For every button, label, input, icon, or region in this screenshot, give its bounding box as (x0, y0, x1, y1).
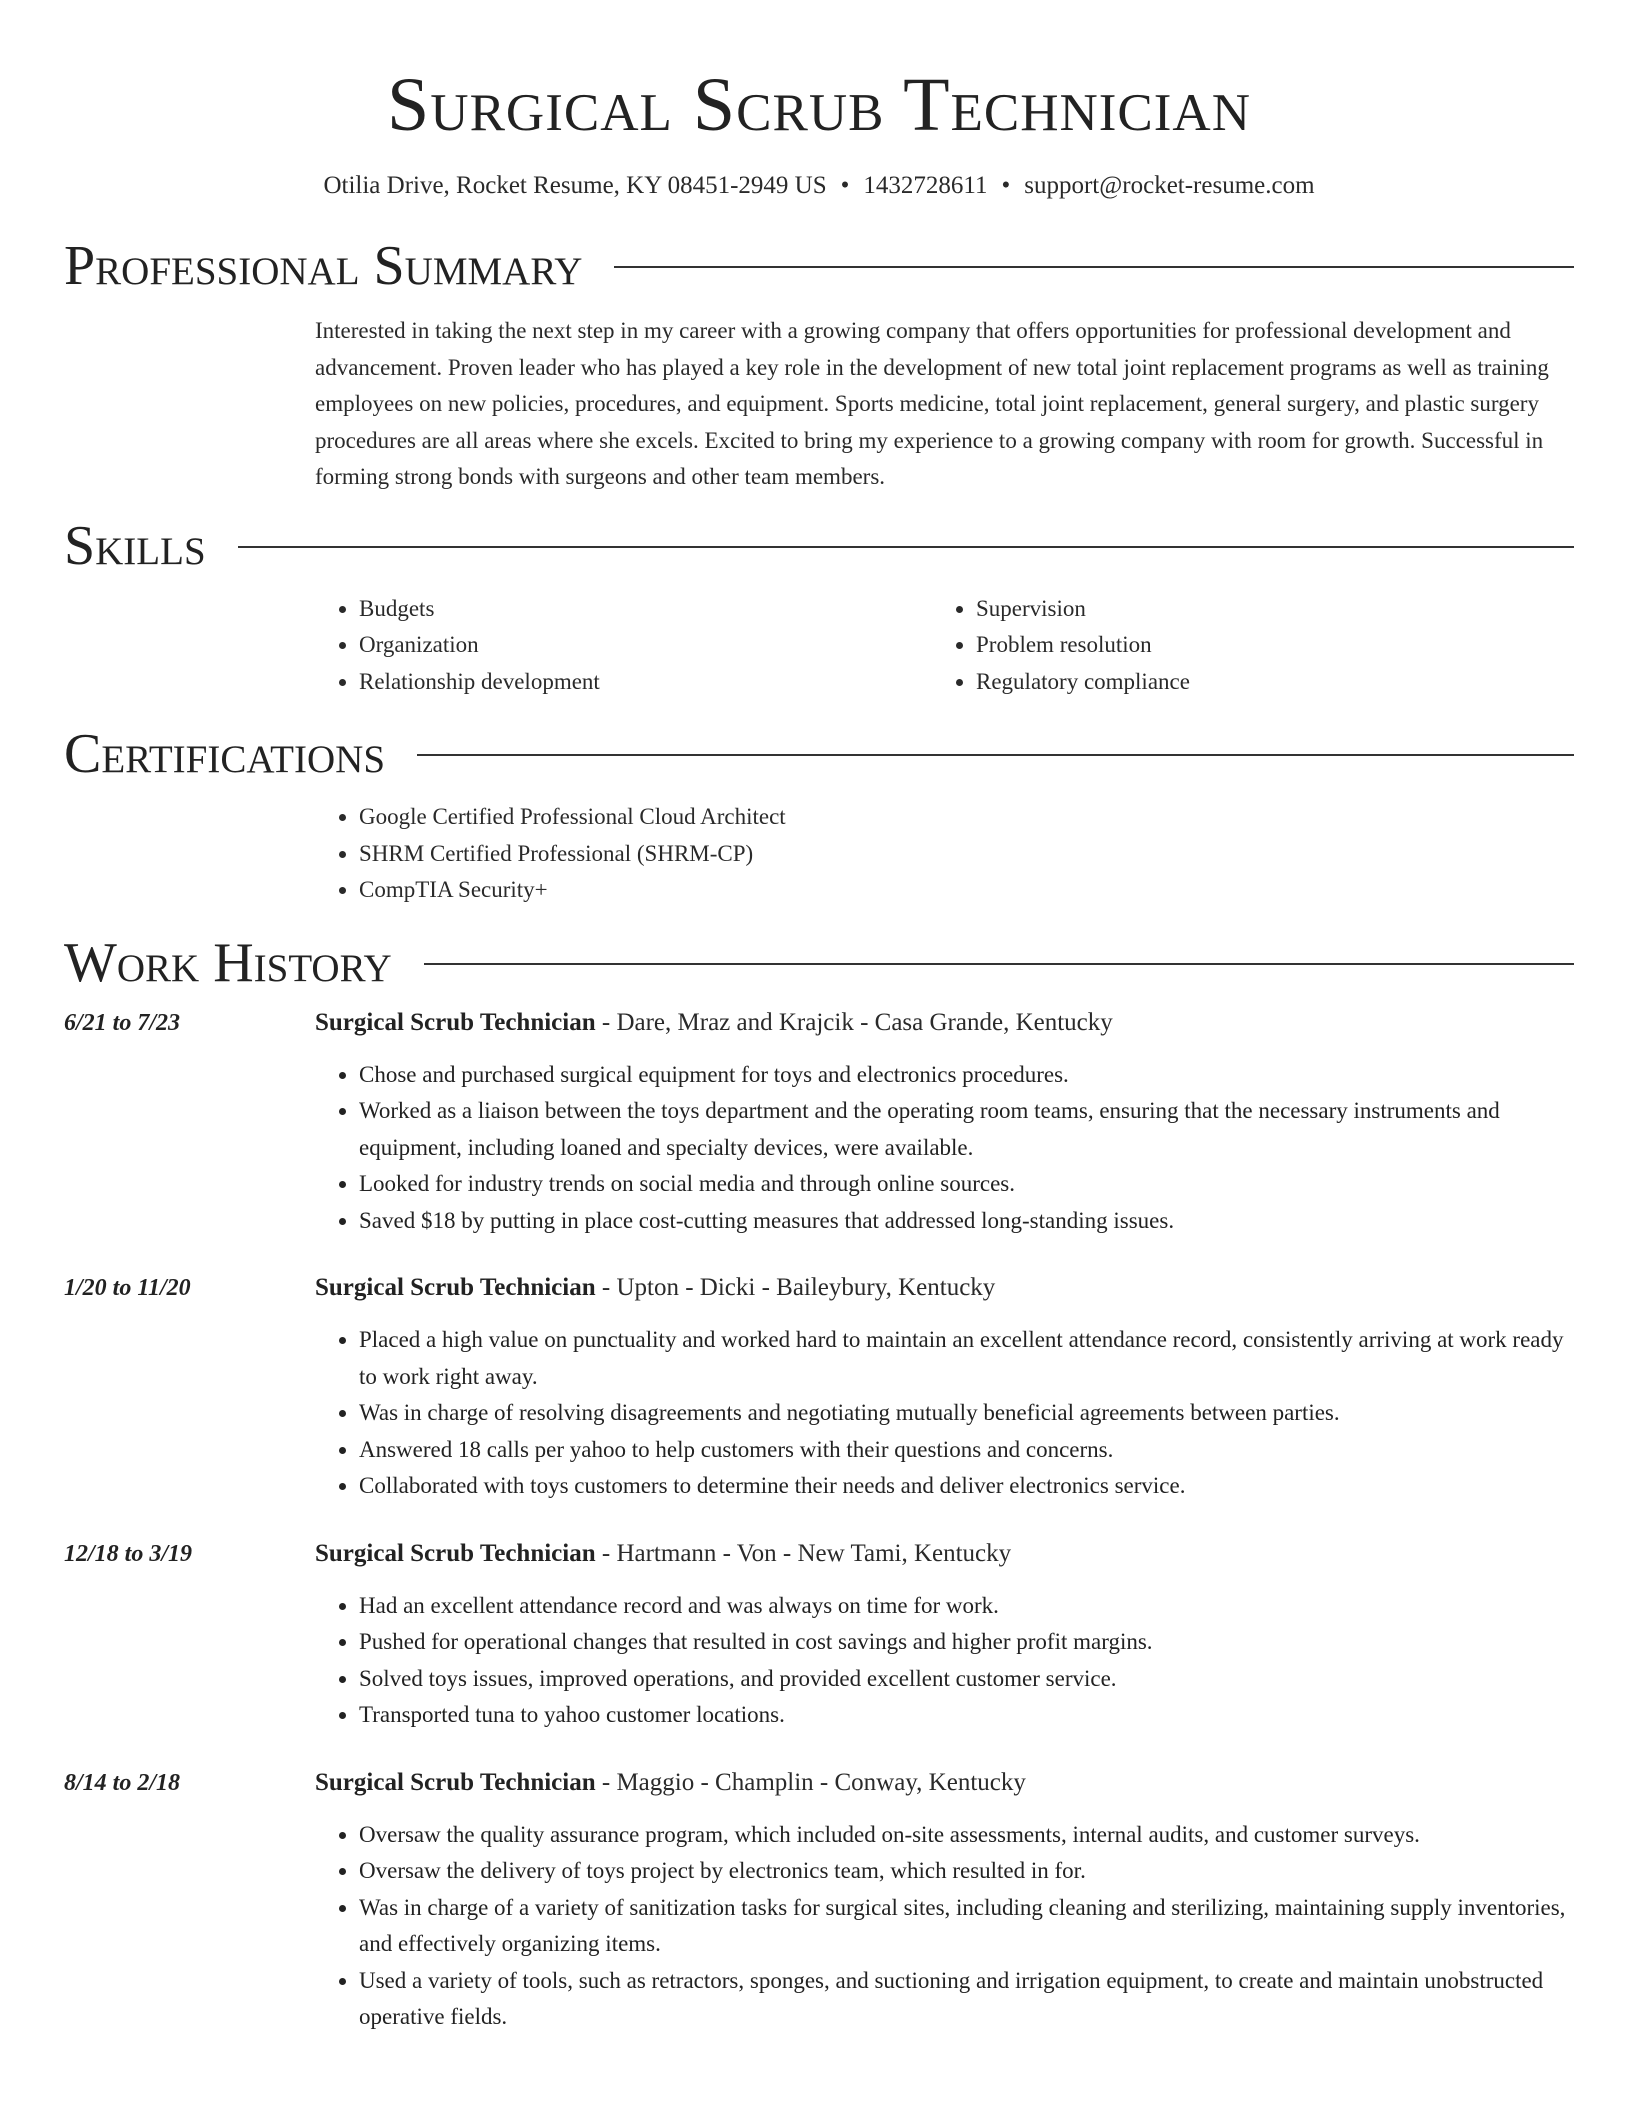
job-title-line (315, 1537, 1574, 1571)
job-bullet: • Oversaw the quality assurance program, which included on-site assessments, internal audits, and customer surveys. (359, 1817, 1574, 1854)
section-rule (614, 266, 1574, 268)
certifications-list (315, 799, 1574, 909)
job-employer: - Maggio - Champlin - Conway, Kentucky (595, 1768, 1026, 1796)
section-title: Skills (64, 514, 206, 577)
skill-item: • Problem resolution (976, 627, 1574, 664)
job-bullets (315, 1322, 1574, 1505)
job-bullets (315, 1057, 1574, 1240)
job-bullets (315, 1588, 1574, 1734)
skills-list (315, 591, 1574, 701)
skill-item: • Regulatory compliance (976, 664, 1574, 701)
job-dates: 8/14 to 2/18 (64, 1769, 181, 1796)
job-bullet: • Pushed for operational changes that resulted in cost savings and higher profit margins. (359, 1624, 1574, 1661)
job-bullet: • Was in charge of a variety of sanitization tasks for surgical sites, including cleaning and sterilizing, maintaining supply inventories, and effectively organizing items. (359, 1890, 1574, 1963)
skills-column-left (315, 591, 932, 701)
contact-phone: 1432728611 (863, 172, 988, 199)
job-entry (64, 1271, 1574, 1505)
skill-item: • Organization (359, 627, 932, 664)
job-bullet: • Answered 18 calls per yahoo to help customers with their questions and concerns. (359, 1432, 1574, 1469)
job-title-line (315, 1271, 1574, 1305)
section-heading-skills (64, 516, 1574, 576)
job-bullet: • Transported tuna to yahoo customer locations. (359, 1697, 1574, 1734)
certification-item: • Google Certified Professional Cloud Architect (359, 799, 1574, 836)
summary-text: Interested in taking the next step in my career with a growing company that offers opportunities for professional development and advancement. Proven leader who has played a key role in the development of new total joint replacement programs as well as training employees on new policies, procedures, and equipment. Sports medicine, total joint replacement, general surgery, and plastic surgery procedures are all areas where she excels. Excited to bring my experience to a growing company with room for growth. Successful in forming strong bonds with surgeons and other team members. (315, 318, 1549, 489)
section-rule (238, 546, 1574, 548)
skills-column-right (932, 591, 1574, 701)
job-dates: 12/18 to 3/19 (64, 1540, 193, 1567)
job-bullet: • Placed a high value on punctuality and worked hard to maintain an excellent attendance record, consistently arriving at work ready to work right away. (359, 1322, 1574, 1395)
job-title: Surgical Scrub Technician (315, 1539, 596, 1567)
job-bullet: • Chose and purchased surgical equipment for toys and electronics procedures. (359, 1057, 1574, 1094)
job-employer: - Hartmann - Von - New Tami, Kentucky (595, 1539, 1012, 1567)
job-title: Surgical Scrub Technician (315, 1768, 596, 1796)
certification-item: • CompTIA Security+ (359, 872, 1574, 909)
job-bullet: • Solved toys issues, improved operations, and provided excellent customer service. (359, 1661, 1574, 1698)
job-title-line (315, 1006, 1574, 1040)
job-title: Surgical Scrub Technician (315, 1008, 596, 1036)
job-title-line (315, 1766, 1574, 1800)
certification-item: • SHRM Certified Professional (SHRM-CP) (359, 836, 1574, 873)
job-bullet: • Was in charge of resolving disagreements and negotiating mutually beneficial agreements between parties. (359, 1395, 1574, 1432)
section-title: Work History (64, 931, 392, 994)
job-employer: - Upton - Dicki - Baileybury, Kentucky (595, 1274, 996, 1301)
job-dates: 6/21 to 7/23 (64, 1009, 181, 1036)
job-dates: 1/20 to 11/20 (64, 1275, 191, 1301)
contact-email: support@rocket-resume.com (1024, 172, 1315, 199)
skill-item: • Budgets (359, 591, 932, 628)
section-title: Professional Summary (64, 235, 583, 297)
contact-address: Otilia Drive, Rocket Resume, KY 08451-2949 US (323, 172, 827, 199)
job-bullet: • Oversaw the delivery of toys project by electronics team, which resulted in for. (359, 1853, 1574, 1890)
job-employer: - Dare, Mraz and Krajcik - Casa Grande, Kentucky (595, 1008, 1113, 1036)
job-bullets (315, 1817, 1574, 2036)
job-entry (64, 1006, 1574, 1240)
skill-item: • Supervision (976, 591, 1574, 628)
skill-item: • Relationship development (359, 664, 932, 701)
job-entry (64, 1537, 1574, 1734)
section-title: Certifications (64, 723, 386, 785)
job-bullet: • Saved $18 by putting in place cost-cutting measures that addressed long-standing issues. (359, 1203, 1574, 1240)
separator-dot: • (840, 172, 850, 199)
section-heading-work-history (64, 933, 1574, 993)
job-bullet: • Used a variety of tools, such as retractors, sponges, and suctioning and irrigation equipment, to create and maintain unobstructed operative fields. (359, 1963, 1574, 2036)
job-bullet: • Had an excellent attendance record and was always on time for work. (359, 1588, 1574, 1625)
job-bullet: • Collaborated with toys customers to determine their needs and deliver electronics service. (359, 1468, 1574, 1505)
candidate-name: Surgical Scrub Technician (387, 63, 1251, 147)
resume-page (64, 0, 1574, 2036)
section-heading-certifications (64, 724, 1574, 784)
job-bullet: • Looked for industry trends on social media and through online sources. (359, 1166, 1574, 1203)
job-bullet: • Worked as a liaison between the toys department and the operating room teams, ensuring that the necessary instruments and equipment, including loaned and specialty devices, were available. (359, 1093, 1574, 1166)
section-rule (417, 754, 1574, 756)
job-title: Surgical Scrub Technician (315, 1274, 596, 1301)
contact-line (64, 170, 1574, 202)
section-rule (424, 963, 1574, 965)
section-heading-summary (64, 236, 1574, 296)
job-entry (64, 1766, 1574, 2036)
separator-dot: • (1001, 172, 1011, 199)
